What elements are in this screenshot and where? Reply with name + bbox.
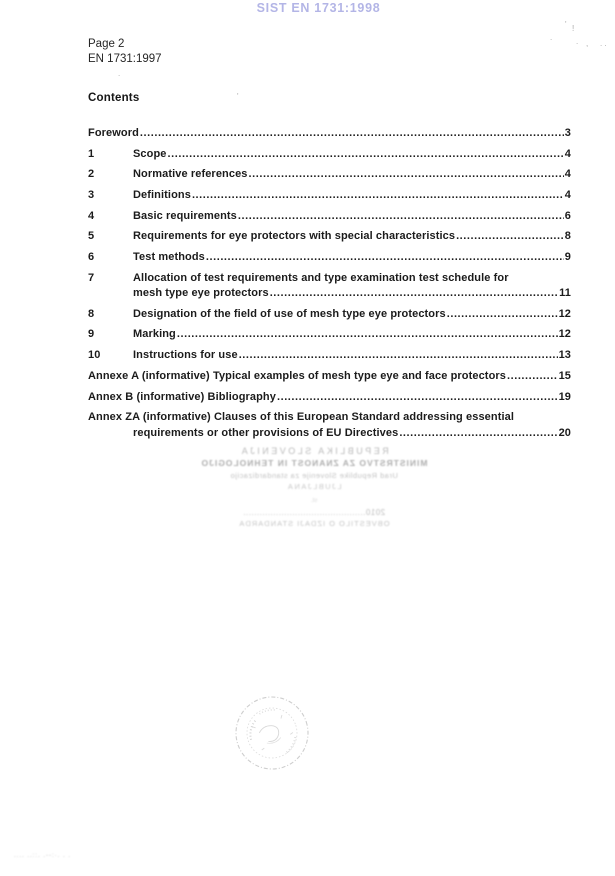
ghost-stamp-line: st. bbox=[310, 497, 318, 504]
toc-entry-title: requirements or other provisions of EU Directives bbox=[133, 426, 399, 439]
mirrored-bleedthrough-stamp bbox=[188, 446, 440, 528]
toc-entry-number: 8 bbox=[88, 307, 95, 320]
toc-entry-line bbox=[88, 369, 571, 384]
toc-entry-title: Basic requirements bbox=[133, 209, 237, 222]
scan-speck: . bbox=[118, 69, 121, 78]
dot-leader bbox=[456, 229, 564, 244]
scan-speck: . bbox=[576, 37, 579, 46]
toc-page-number: 4 bbox=[564, 147, 571, 160]
toc-entry-title: Test methods bbox=[133, 251, 205, 264]
dot-leader bbox=[168, 147, 564, 162]
dot-leader bbox=[140, 126, 564, 141]
dot-leader bbox=[206, 250, 564, 265]
toc-entry-line bbox=[88, 390, 571, 405]
toc-entry-title: Annex ZA (informative) Clauses of this European Standard addressing essential bbox=[88, 411, 514, 424]
toc-entry-line bbox=[88, 307, 571, 322]
toc-entry bbox=[88, 369, 571, 384]
ghost-stamp-line: REPUBLIKA SLOVENIJA bbox=[239, 446, 389, 456]
toc-entry-line bbox=[88, 271, 571, 286]
toc-page-number: 8 bbox=[564, 230, 571, 243]
toc-entry bbox=[88, 327, 571, 342]
toc-entry-line bbox=[88, 229, 571, 244]
toc-entry-line bbox=[88, 286, 571, 301]
toc-page-number: 9 bbox=[564, 251, 571, 264]
toc-entry bbox=[88, 209, 571, 224]
toc-entry-number: 6 bbox=[88, 251, 95, 264]
bottom-left-smudge: .... ..::. .--:·. . . bbox=[14, 853, 71, 859]
toc-entry bbox=[88, 167, 571, 182]
dot-leader bbox=[177, 327, 558, 342]
toc-entry bbox=[88, 250, 571, 265]
toc-page-number: 4 bbox=[564, 189, 571, 202]
toc-entry-title: Scope bbox=[133, 147, 167, 160]
scan-speck: . . bbox=[600, 39, 607, 48]
toc-entry-line bbox=[88, 327, 571, 342]
toc-entry-title: Requirements for eye protectors with special characteristics bbox=[133, 230, 456, 243]
toc-page-number: 13 bbox=[558, 349, 571, 362]
toc-page-number: 20 bbox=[558, 426, 571, 439]
toc-entry-number: 1 bbox=[88, 147, 95, 160]
toc-entry-line bbox=[88, 348, 571, 363]
toc-entry bbox=[88, 126, 571, 141]
toc-entry-title: Annexe A (informative) Typical examples of mesh type eye and face protectors bbox=[88, 369, 506, 382]
dot-leader bbox=[192, 188, 564, 203]
toc-entry bbox=[88, 229, 571, 244]
dot-leader bbox=[239, 348, 558, 363]
toc-entry-number: 4 bbox=[88, 209, 95, 222]
toc-entry-title: mesh type eye protectors bbox=[133, 287, 269, 300]
standard-number-label: EN 1731:1997 bbox=[88, 52, 162, 65]
toc-entry-title: Designation of the field of use of mesh type eye protectors bbox=[133, 307, 446, 320]
toc-entry-title: Foreword bbox=[88, 127, 139, 139]
scan-speck: ! bbox=[572, 24, 575, 33]
toc-entry-title: Instructions for use bbox=[133, 349, 238, 362]
dot-leader bbox=[507, 369, 558, 384]
toc-entry-title: Marking bbox=[133, 328, 176, 341]
toc-entry-line bbox=[88, 126, 571, 141]
toc-entry bbox=[88, 410, 571, 441]
dot-leader bbox=[238, 209, 564, 224]
ghost-stamp-line: MINISTRSTVO ZA ZNANOST IN TEHNOLOGIJO bbox=[200, 458, 428, 468]
toc-entry-title: Normative references bbox=[133, 168, 248, 181]
toc-entry-line bbox=[88, 426, 571, 441]
toc-page-number: 15 bbox=[558, 369, 571, 382]
round-stamp-icon bbox=[230, 691, 314, 775]
toc-entry-line bbox=[88, 147, 571, 162]
page-header bbox=[88, 37, 162, 66]
toc-page-number: 19 bbox=[558, 390, 571, 403]
toc-entry bbox=[88, 348, 571, 363]
scan-speck: ' bbox=[237, 92, 239, 101]
toc-entry bbox=[88, 147, 571, 162]
toc-page-number: 12 bbox=[558, 307, 571, 320]
contents-heading: Contents bbox=[88, 92, 140, 104]
toc-entry bbox=[88, 271, 571, 302]
toc-entry-number: 10 bbox=[88, 349, 101, 362]
toc-entry-number: 2 bbox=[88, 168, 95, 181]
toc-page-number: 4 bbox=[564, 168, 571, 181]
toc-entry-number: 7 bbox=[88, 271, 95, 284]
dot-leader bbox=[399, 426, 557, 441]
toc-entry-line bbox=[88, 410, 571, 425]
toc-page-number: 6 bbox=[564, 209, 571, 222]
toc-entry bbox=[88, 188, 571, 203]
toc-entry-title: Annex B (informative) Bibliography bbox=[88, 390, 276, 403]
scan-speck: . bbox=[550, 33, 553, 42]
toc-entry-line bbox=[88, 209, 571, 224]
toc-entry bbox=[88, 390, 571, 405]
dot-leader bbox=[447, 307, 558, 322]
table-of-contents bbox=[88, 126, 571, 446]
scan-speck: ' bbox=[565, 20, 567, 29]
toc-entry-number: 5 bbox=[88, 230, 95, 243]
ghost-stamp-line: 2010............................................. bbox=[242, 508, 386, 517]
ghost-stamp-line: Urad Republike Slovenije za standardizacijo bbox=[230, 471, 398, 480]
ghost-stamp-line: LJUBLJANA bbox=[286, 482, 342, 491]
toc-entry-title: Allocation of test requirements and type examination test schedule for bbox=[133, 271, 509, 284]
toc-entry-line bbox=[88, 167, 571, 182]
toc-entry-number: 9 bbox=[88, 328, 95, 341]
sist-watermark: SIST EN 1731:1998 bbox=[256, 1, 381, 15]
page-number-label: Page 2 bbox=[88, 38, 125, 50]
dot-leader bbox=[249, 167, 564, 182]
scan-speck: , bbox=[586, 39, 589, 48]
toc-page-number: 12 bbox=[558, 328, 571, 341]
toc-entry-line bbox=[88, 188, 571, 203]
ghost-stamp-line: OBVESTILO O IZDAJI STANDARDA bbox=[238, 519, 390, 528]
dot-leader bbox=[277, 390, 558, 405]
toc-page-number: 3 bbox=[564, 127, 571, 139]
toc-entry-title: Definitions bbox=[133, 189, 191, 202]
toc-page-number: 11 bbox=[559, 287, 571, 300]
dot-leader bbox=[270, 286, 558, 301]
toc-entry bbox=[88, 307, 571, 322]
toc-entry-line bbox=[88, 250, 571, 265]
toc-entry-number: 3 bbox=[88, 189, 95, 202]
